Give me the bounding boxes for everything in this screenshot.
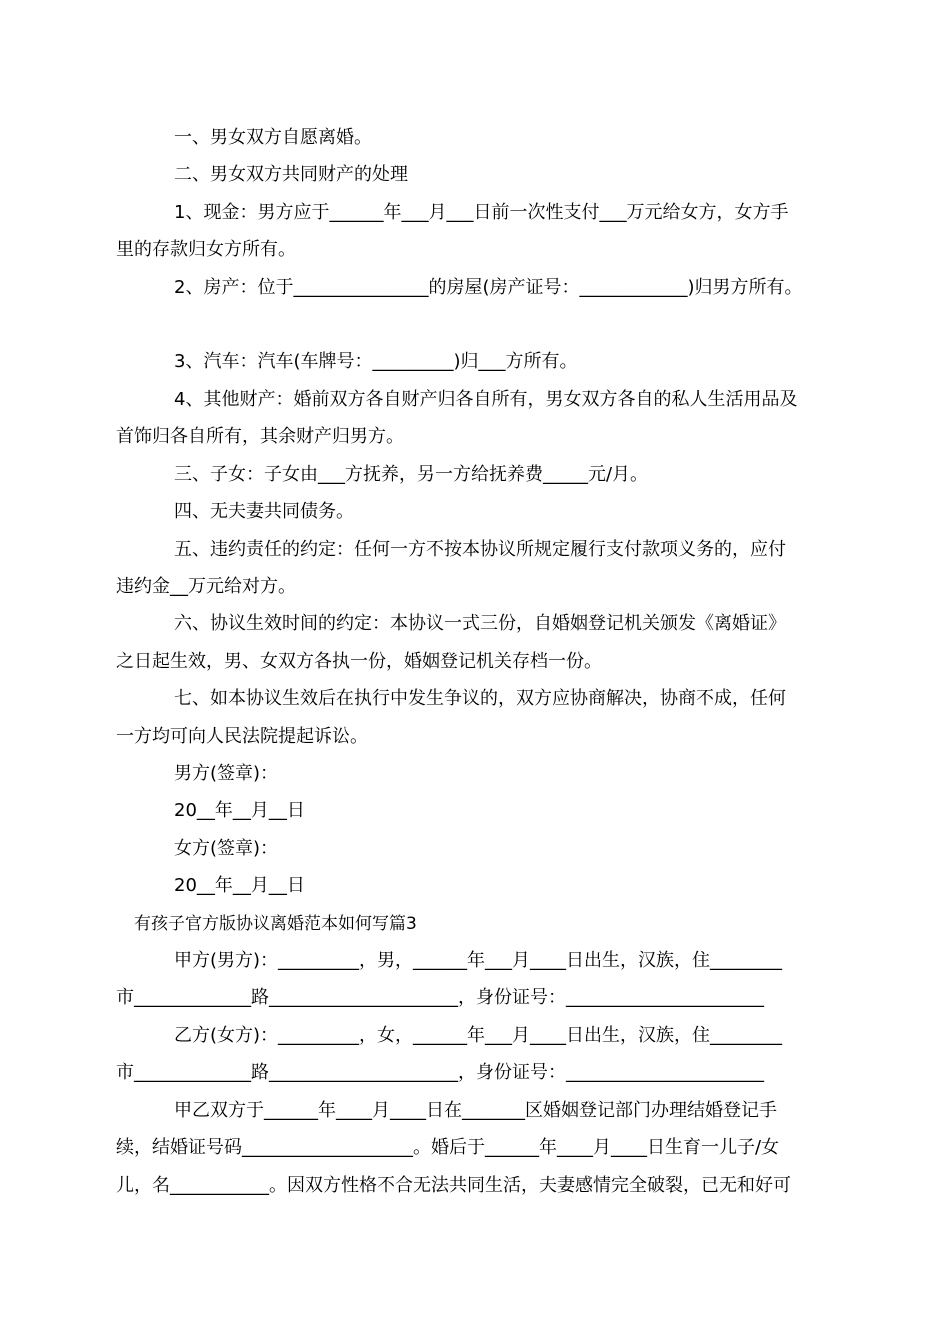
marriage-line-2: 续，结婚证号码___________________。婚后于______年____月____日生育一儿子/女 [116, 1137, 780, 1158]
car-clause-line: 3、汽车：汽车(车牌号：_________)归___方所有。 [174, 351, 578, 372]
clause-2-heading: 二、男女双方共同财产的处理 [174, 164, 408, 185]
marriage-line-1: 甲乙双方于______年____月____日在_______区婚姻登记部门办理结婚登记手 [174, 1100, 777, 1121]
cash-clause-line-1: 1、现金：男方应于______年___月___日前一次性支付___万元给女方，女方手 [174, 202, 789, 223]
property-clause-line: 2、房产：位于_______________的房屋(房产证号：____________)归男方所有。 [174, 277, 803, 298]
male-signature-date: 20__年__月__日 [174, 800, 305, 821]
party-a-line-2: 市_____________路_____________________，身份证号：______________________ [116, 987, 764, 1008]
other-assets-line-2: 首饰归各自所有，其余财产归男方。 [116, 426, 404, 447]
cash-clause-line-2: 里的存款归女方所有。 [116, 239, 296, 260]
dispute-clause-line-1: 七、如本协议生效后在执行中发生争议的，双方应协商解决，协商不成，任何 [174, 688, 786, 709]
party-b-line-1: 乙方(女方)：_________，女，______年___月____日出生，汉族，住________ [174, 1025, 783, 1046]
other-assets-line-1: 4、其他财产：婚前双方各自财产归各自所有，男女双方各自的私人生活用品及 [174, 389, 798, 410]
clause-1-line: 一、男女双方自愿离婚。 [174, 127, 372, 148]
breach-clause-line-1: 五、违约责任的约定：任何一方不按本协议所规定履行支付款项义务的，应付 [174, 539, 786, 560]
debt-clause-line: 四、无夫妻共同债务。 [174, 501, 354, 522]
dispute-clause-line-2: 一方均可向人民法院提起诉讼。 [116, 726, 368, 747]
effect-clause-line-1: 六、协议生效时间的约定：本协议一式三份，自婚姻登记机关颁发《离婚证》 [174, 613, 786, 634]
female-signature-label: 女方(签章)： [174, 838, 279, 859]
children-clause-line: 三、子女：子女由___方抚养，另一方给抚养费_____元/月。 [174, 464, 649, 485]
marriage-line-3: 儿，名___________。因双方性格不合无法共同生活，夫妻感情完全破裂，已无和好可 [116, 1175, 791, 1196]
male-signature-label: 男方(签章)： [174, 763, 279, 784]
party-b-line-2: 市_____________路_____________________，身份证号：______________________ [116, 1062, 764, 1083]
party-a-line-1: 甲方(男方)：_________，男，______年___月____日出生，汉族，住________ [174, 950, 783, 971]
breach-clause-line-2: 违约金__万元给对方。 [116, 576, 296, 597]
section-title: 有孩子官方版协议离婚范本如何写篇3 [134, 914, 417, 934]
female-signature-date: 20__年__月__日 [174, 875, 305, 896]
effect-clause-line-2: 之日起生效，男、女双方各执一份，婚姻登记机关存档一份。 [116, 651, 602, 672]
